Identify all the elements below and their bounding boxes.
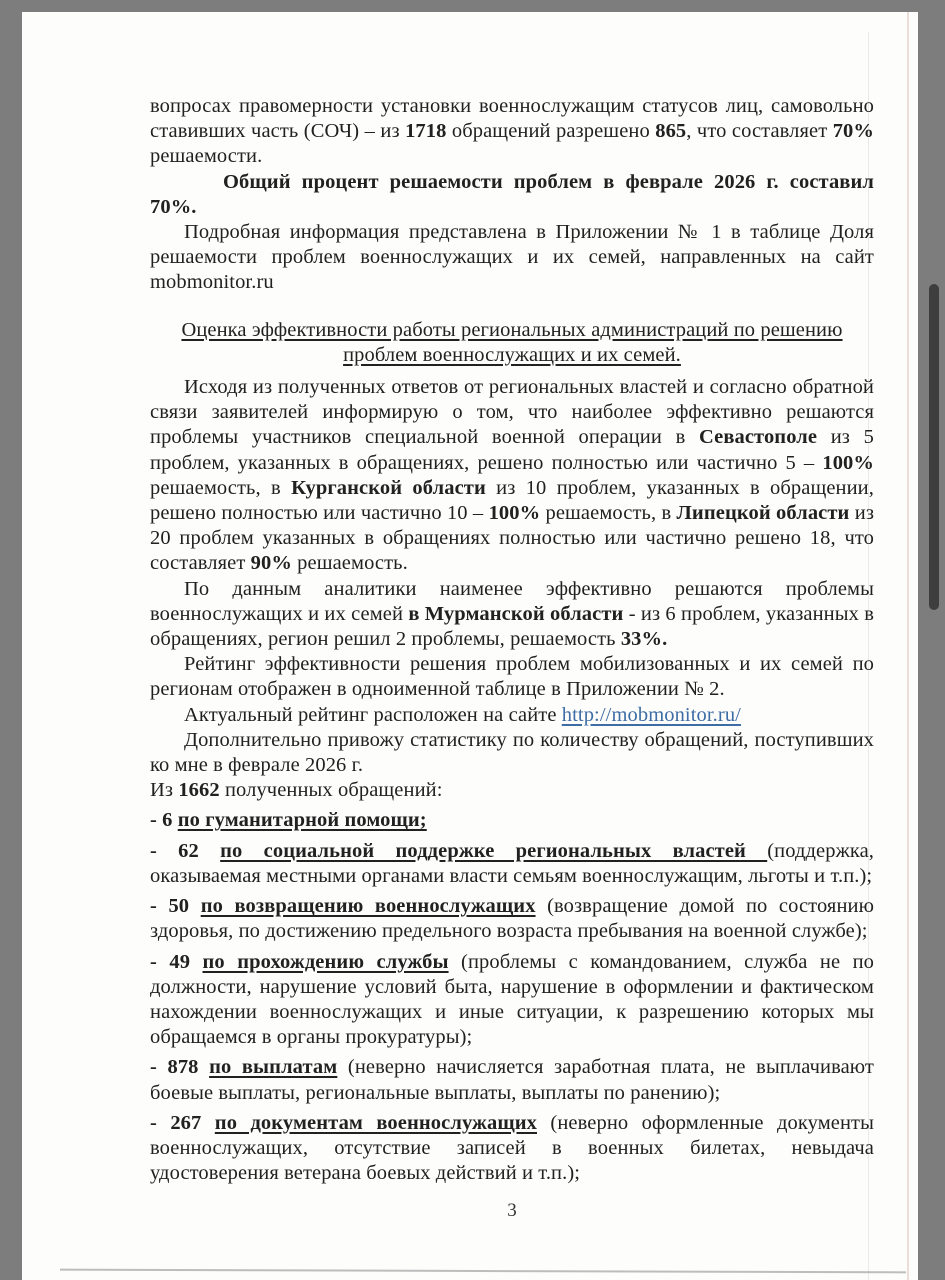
text-segment: Актуальный рейтинг расположен на сайте <box>184 703 562 726</box>
text-segment: - 878 <box>150 1056 210 1079</box>
text-segment: Исходя из полученных ответов от региональных властей и согласно обратной связи заявителей информирую о том, что наиболее эффективно решаются проблемы участников специальной военной операции в <box>150 376 874 449</box>
text-segment: из 20 проблем указанных в обращениях полностью или частично решено 18, что составляет <box>150 502 875 575</box>
text-segment: Курганской области <box>291 476 486 499</box>
text-segment: Подробная информация представлена в Приложении № 1 в таблице Доля решаемости проблем военнослужащих и их семей, направленных на сайт mobmonitor.ru <box>150 221 874 294</box>
paragraph-statistics-intro <box>150 728 874 778</box>
paragraph-rating-appendix-2 <box>150 652 874 702</box>
text-segment: решаемость, в <box>150 476 292 499</box>
text-segment: по социальной поддержке региональных властей <box>220 839 768 862</box>
scrollbar-track[interactable] <box>918 0 945 1280</box>
page-number: 3 <box>507 1200 517 1221</box>
paragraph-overall-percent <box>150 170 874 220</box>
text-segment: - из 6 проблем, указанных в обращениях, регион решил 2 проблемы, решаемость <box>150 602 874 651</box>
text-segment: 1662 <box>178 779 220 802</box>
list-item-return <box>150 894 874 944</box>
text-segment: Рейтинг эффективности решения проблем мобилизованных и их семей по регионам отображен в одноименной таблице в Приложении № 2. <box>150 653 874 701</box>
list-item-payments <box>150 1055 874 1105</box>
text-segment: обращений разрешено <box>446 120 656 143</box>
text-segment: 100% <box>822 451 874 474</box>
list-item-social-support <box>150 839 874 889</box>
paragraph-regional-effectiveness <box>150 375 874 577</box>
text-segment: 33%. <box>620 628 668 651</box>
list-item-documents <box>150 1111 874 1187</box>
text-segment: по прохождению службы <box>202 950 449 973</box>
text-segment: 865 <box>655 120 687 143</box>
text-segment: , что составляет <box>686 120 833 143</box>
text-segment: 90% <box>250 552 292 575</box>
text-segment: Общий процент решаемости проблем в феврале 2026 г. составил 70%. <box>150 170 874 218</box>
next-page-edge <box>60 1269 906 1274</box>
scanned-document-page <box>22 12 918 1280</box>
text-segment: из 5 проблем, указанных в обращениях, решено полностью или частично 5 – <box>150 426 874 474</box>
text-segment: вопросах правомерности установки военнослужащим статусов лиц, самовольно ставивших часть (СОЧ) – из <box>150 95 874 143</box>
text-segment: Из <box>150 779 179 802</box>
text-segment: (неверно оформленные документы военнослужащих, отсутствие записей в военных билетах, невыдача удостоверения ветерана боевых действий и т.п.); <box>150 1111 874 1185</box>
list-item-humanitarian <box>150 808 874 833</box>
scan-artifact-line-pink <box>907 12 909 1280</box>
text-segment: 70% <box>832 120 874 143</box>
text-segment: по гуманитарной помощи; <box>177 809 427 832</box>
text-segment: (проблемы с командованием, служба не по должности, нарушение условий быта, нарушение в оформлении и фактическом нахождении военнослужащих и иные ситуации, к разрешению которых мы обращаемся в органы прокуратуры); <box>150 950 875 1049</box>
text-segment: (неверно начисляется заработная плата, не выплачивают боевые выплаты, региональные выплаты, выплаты по ранению); <box>150 1056 874 1104</box>
text-segment: Дополнительно привожу статистику по количеству обращений, поступивших ко мне в феврале 2026 г. <box>150 728 874 777</box>
text-segment: По данным аналитики наименее эффективно решаются проблемы военнослужащих и их семей <box>150 577 874 625</box>
text-segment: - 62 <box>150 839 221 862</box>
text-segment: полученных обращений: <box>219 779 443 802</box>
text-segment: 1718 <box>405 120 447 143</box>
document-text <box>150 94 874 1186</box>
scrollbar-thumb[interactable] <box>929 284 939 610</box>
list-item-service <box>150 950 874 1051</box>
text-segment: Липецкой области <box>676 502 850 525</box>
text-segment: (поддержка, оказываемая местными органами власти семьям военнослужащим, льготы и т.п.); <box>150 839 875 887</box>
text-segment: 100% <box>488 502 541 525</box>
paragraph-least-effective <box>150 577 874 653</box>
text-segment: - 267 <box>150 1111 215 1134</box>
text-segment: в Мурманской области <box>408 602 624 625</box>
text-segment: по документам военнослужащих <box>214 1111 538 1134</box>
text-segment: из 10 проблем, указанных в обращении, решено полностью или частично 10 – <box>150 476 874 525</box>
text-segment: (возвращение домой по состоянию здоровья, по достижению предельного возраста пребывания на военной службе); <box>150 895 875 943</box>
paragraph-rating-site <box>150 703 874 728</box>
text-segment: Оценка эффективности работы региональных администраций по решению проблем военнослужащих и их семей. <box>181 318 843 366</box>
text-segment: - 49 <box>150 950 203 973</box>
text-segment: решаемость. <box>291 552 408 575</box>
text-segment: - 6 <box>150 809 178 832</box>
paragraph-soch-stats <box>150 94 874 170</box>
text-segment: решаемость, в <box>540 502 677 525</box>
mobmonitor-link[interactable]: http://mobmonitor.ru/ <box>561 703 741 726</box>
text-segment: Севастополе <box>698 426 818 449</box>
paragraph-total-appeals <box>150 778 874 803</box>
text-segment: - 50 <box>150 895 201 918</box>
paragraph-appendix-1 <box>150 220 874 296</box>
text-segment: по возвращению военнослужащих <box>200 895 536 918</box>
section-heading <box>150 318 874 368</box>
text-segment: по выплатам <box>209 1056 338 1079</box>
text-segment: решаемости. <box>150 145 263 168</box>
